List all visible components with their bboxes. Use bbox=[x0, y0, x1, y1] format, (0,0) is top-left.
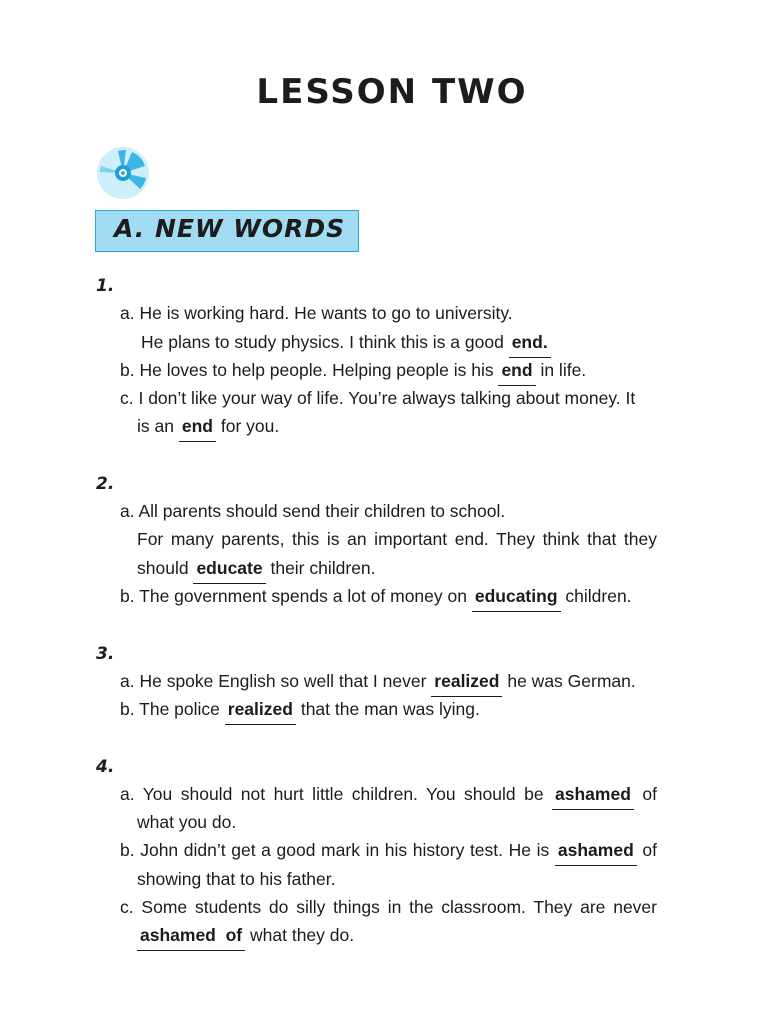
sentence: For many parents, this is an important end. They think that they bbox=[137, 529, 657, 549]
sentence: c. I don’t like your way of life. You’re always talking about money. It bbox=[120, 388, 636, 408]
sentence bbox=[120, 584, 632, 608]
sentence-text: what they do. bbox=[250, 925, 355, 945]
sentence-text: a. He spoke English so well that I never bbox=[120, 671, 427, 691]
sentence-text: b. The police bbox=[120, 699, 220, 719]
lesson-title: LESSON TWO bbox=[256, 72, 528, 112]
sentence: a. He is working hard. He wants to go to university. bbox=[120, 303, 513, 323]
vocab-word: ashamed of bbox=[137, 924, 245, 951]
sentence-text: that the man was lying. bbox=[300, 699, 480, 719]
cd-audio-icon[interactable] bbox=[96, 146, 150, 200]
vocab-word: ashamed bbox=[552, 783, 634, 810]
sentence-text: b. The government spends a lot of money on bbox=[120, 586, 467, 606]
section-header-new-words bbox=[95, 210, 359, 252]
sentence-text: for you. bbox=[220, 416, 280, 436]
vocab-word: ashamed bbox=[555, 839, 637, 866]
sentence: what you do. bbox=[137, 812, 237, 832]
vocab-word: end. bbox=[509, 331, 551, 358]
sentence bbox=[120, 782, 657, 806]
sentence-text: children. bbox=[565, 586, 632, 606]
vocab-word: end bbox=[498, 359, 535, 386]
sentence bbox=[141, 330, 551, 354]
vocab-word: educating bbox=[472, 585, 561, 612]
sentence: showing that to his father. bbox=[137, 869, 336, 889]
sentence-text: in life. bbox=[540, 360, 587, 380]
sentence-text: should bbox=[137, 558, 189, 578]
sentence-text: a. You should not hurt little children. You should be bbox=[120, 784, 544, 804]
sentence-text: He plans to study physics. I think this is a good bbox=[141, 332, 504, 352]
item-number-1: 1. bbox=[96, 276, 115, 296]
sentence bbox=[120, 669, 636, 693]
sentence bbox=[137, 556, 376, 580]
sentence bbox=[120, 838, 657, 862]
sentence-text: their children. bbox=[270, 558, 376, 578]
sentence-text: he was German. bbox=[507, 671, 636, 691]
vocab-word: end bbox=[179, 415, 216, 442]
item-number-3: 3. bbox=[96, 644, 115, 664]
vocab-word: realized bbox=[225, 698, 296, 725]
sentence-text: is an bbox=[137, 416, 174, 436]
vocab-word: realized bbox=[431, 670, 502, 697]
section-label: A. NEW WORDS bbox=[114, 214, 346, 243]
sentence bbox=[137, 923, 354, 947]
sentence: a. All parents should send their children to school. bbox=[120, 501, 506, 521]
item-number-4: 4. bbox=[96, 757, 115, 777]
sentence bbox=[137, 414, 279, 438]
sentence bbox=[120, 358, 586, 382]
sentence-text: b. John didn’t get a good mark in his history test. He is bbox=[120, 840, 550, 860]
sentence-text: of bbox=[642, 784, 657, 804]
vocab-word: educate bbox=[193, 557, 265, 584]
item-number-2: 2. bbox=[96, 474, 115, 494]
sentence-text: of bbox=[642, 840, 657, 860]
sentence bbox=[120, 697, 480, 721]
sentence-text: b. He loves to help people. Helping people is his bbox=[120, 360, 494, 380]
sentence: c. Some students do silly things in the classroom. They are never bbox=[120, 897, 657, 917]
